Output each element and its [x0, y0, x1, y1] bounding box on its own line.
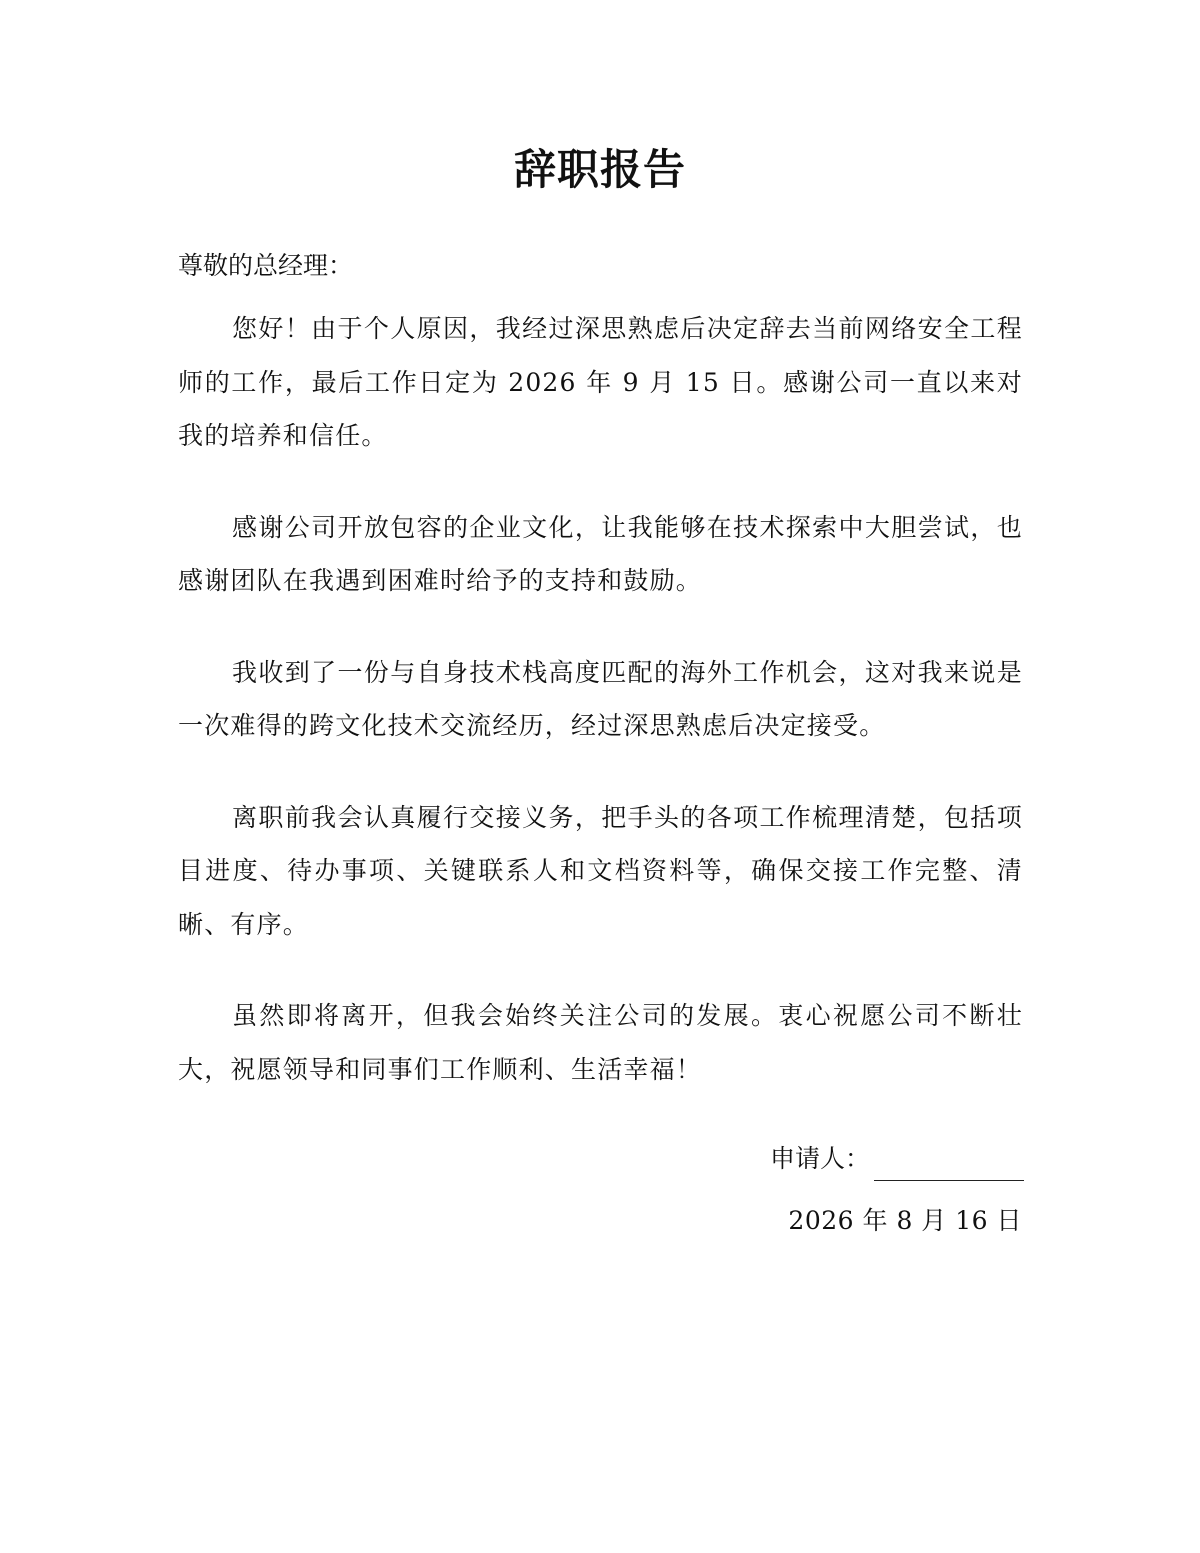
letter-body [178, 302, 1023, 1134]
document-date: 2026 年 8 月 16 日 [788, 1206, 1022, 1235]
document-title: 辞职报告 [513, 145, 686, 194]
paragraph-wishes: 虽然即将离开，但我会始终关注公司的发展。衷心祝愿公司不断壮大，祝愿领导和同事们工作顺利、生活幸福！ [178, 1001, 1023, 1084]
paragraph-handover: 离职前我会认真履行交接义务，把手头的各项工作梳理清楚，包括项目进度、待办事项、关键联系人和文档资料等，确保交接工作完整、清晰、有序。 [178, 802, 1023, 939]
signature-line [874, 1148, 1024, 1181]
paragraph-thanks: 感谢公司开放包容的企业文化，让我能够在技术探索中大胆尝试，也感谢团队在我遇到困难时给予的支持和鼓励。 [178, 512, 1023, 595]
signature-block [770, 1137, 1024, 1181]
salutation: 尊敬的总经理： [178, 251, 354, 280]
signature-label: 申请人： [769, 1144, 870, 1173]
paragraph-reason: 您好！由于个人原因，我经过深思熟虑后决定辞去当前网络安全工程师的工作，最后工作日定为 2026 年 9 月 15 日。感谢公司一直以来对我的培养和信任。 [178, 314, 1023, 450]
paragraph-opportunity: 我收到了一份与自身技术栈高度匹配的海外工作机会，这对我来说是一次难得的跨文化技术交流经历，经过深思熟虑后决定接受。 [178, 657, 1023, 740]
